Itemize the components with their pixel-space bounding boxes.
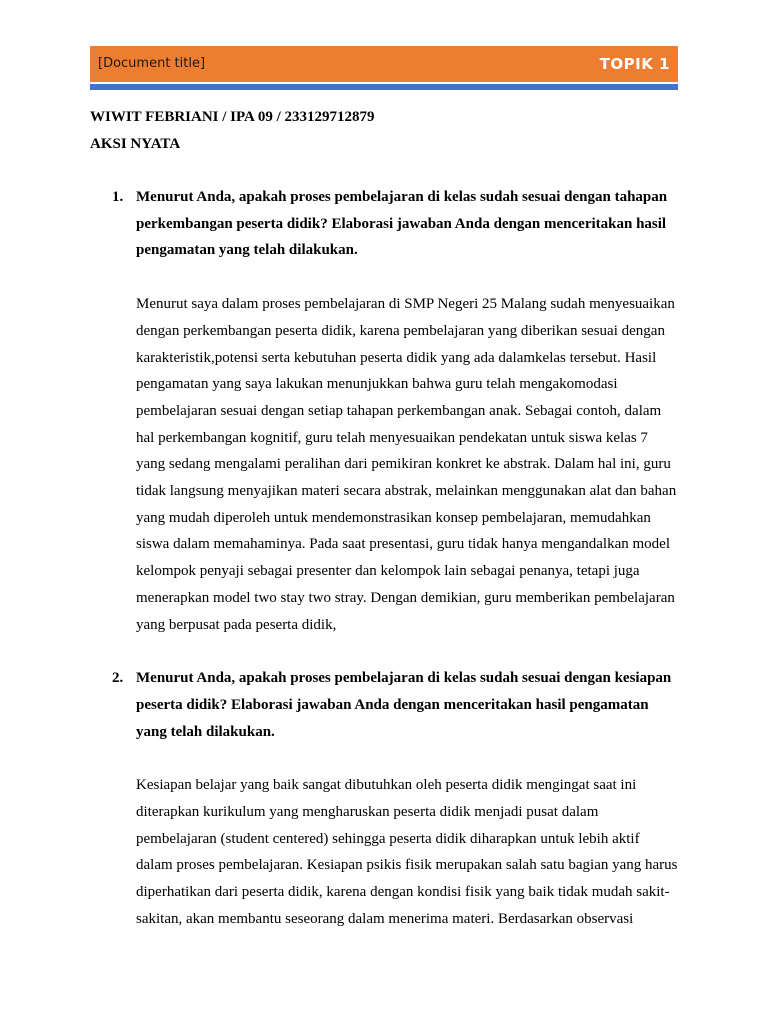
document-title-placeholder: [Document title] [98,56,206,71]
question-item-2 [90,665,678,932]
answer-text: Kesiapan belajar yang baik sangat dibutuhkan oleh peserta didik mengingat saat ini diterapkan kurikulum yang mengharuskan peserta didik menjadi pusat dalam pembelajaran (student centered) sehingga peserta didik diharapkan untuk lebih aktif dalam proses pembelajaran. Kesiapan psikis fisik merupakan salah satu bagian yang harus diperhatikan dari peserta didik, karena dengan kondisi fisik yang baik tidak mudah sakit-sakitan, akan membantu seseorang dalam menerima materi. Berdasarkan observasi [136,777,678,927]
question-text: Menurut Anda, apakah proses pembelajaran di kelas sudah sesuai dengan tahapan perkembangan peserta didik? Elaborasi jawaban Anda dengan menceritakan hasil pengamatan yang telah dilakukan. [136,189,668,259]
question-number: 2. [112,670,124,687]
topic-label: TOPIK 1 [599,55,670,73]
question-list [90,184,690,933]
document-body [90,104,690,933]
author-line: WIWIT FEBRIANI / IPA 09 / 233129712879 [90,109,375,125]
answer-text: Menurut saya dalam proses pembelajaran di SMP Negeri 25 Malang sudah menyesuaikan dengan perkembangan peserta didik, karena pembelajaran yang diberikan sesuai dengan karakteristik,potensi serta kebutuhan peserta didik yang ada dalamkelas tersebut. Hasil pengamatan yang saya lakukan menunjukkan bahwa guru telah mengakomodasi pembelajaran sesuai dengan setiap tahapan perkembangan anak. Sebagai contoh, dalam hal perkembangan kognitif, guru telah menyesuaikan pendekatan untuk siswa kelas 7 yang sedang mengalami peralihan dari pemikiran konkret ke abstrak. Dalam hal ini, guru tidak langsung menyajikan materi secara abstrak, melainkan menggunakan alat dan bahan yang mudah diperoleh untuk mendemonstrasikan konsep pembelajaran, memudahkan siswa dalam memahaminya. Pada saat presentasi, guru tidak hanya mengandalkan model kelompok penyaji sebagai presenter dan kelompok lain sebagai penanya, tetapi juga menerapkan model two stay two stray. Dengan demikian, guru memberikan pembelajaran yang berpusat pada peserta didik, [136,296,677,633]
header-rule [90,84,678,90]
question-text: Menurut Anda, apakah proses pembelajaran di kelas sudah sesuai dengan kesiapan peserta didik? Elaborasi jawaban Anda dengan menceritakan hasil pengamatan yang telah dilakukan. [136,670,672,740]
question-number: 1. [112,189,124,205]
document-header-bar [90,46,678,82]
question-item-1 [90,184,678,638]
section-title: AKSI NYATA [90,136,181,152]
